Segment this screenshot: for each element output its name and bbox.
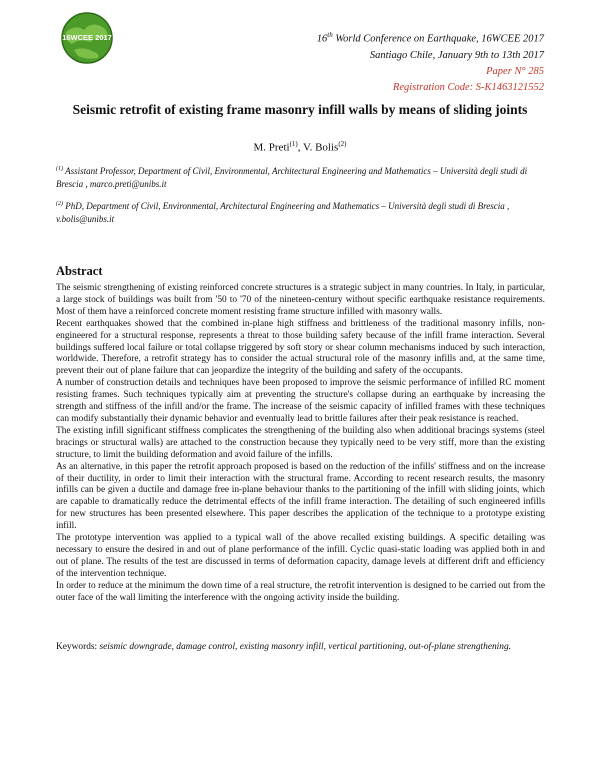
paper-number: Paper N° 285 [486,65,544,77]
abstract-paragraph: The prototype intervention was applied to a typical wall of the above recalled existing buildings. A specific detailing was necessary to ensure the desired in and out of plane performance of the infill. Cyclic quasi-static loading was applied both in and out of plane. The results of the test are discussed in terms of deformation capacity, damage levels at different drift and efficiency of the intervention technique. [56,533,545,579]
abstract-body [56,283,545,604]
author-affiliation-mark: (2) [338,140,347,148]
author-name: V. Bolis [303,141,339,154]
paper-title: Seismic retrofit of existing frame masonry infill walls by means of sliding joints [72,102,528,117]
keywords-label: Keywords: [56,642,100,652]
author-name: M. Preti [253,141,290,154]
conference-header [244,27,544,96]
affiliation-1: $^{(1)}$ Assistant Professor, Department of Civil, Environmental, Architectural Engineering and Mathematics – Università degli studi di Brescia , marco.preti@unibs.it [56,166,528,189]
abstract-paragraph: In order to reduce at the minimum the down time of a real structure, the retrofit intervention is designed to be carried out from the outer face of the wall limiting the interference with the ongoing activity inside the building. [56,580,545,603]
affiliation-2: $^{(2)}$ PhD, Department of Civil, Environmental, Architectural Engineering and Mathematics – Università degli studi di Brescia , v.bolis@unibs.it [56,201,510,224]
author-affiliation-mark: (1) [289,140,298,148]
abstract-paragraph: Recent earthquakes showed that the combined in-plane high stiffness and brittleness of the traditional masonry infills, non-engineered for a structural response, represents a threat to those building safety because of the infill frame interaction. Several buildings suffered local failure or total collapse triggered by soft story or shear column mechanisms induced by such interaction, worldwide. Therefore, a retrofit strategy has to consider the actual structural role of the masonry infills and, at the same time, prevent their out of plane failure that can jeopardize the integrity of the building and safety of the occupants. [56,318,545,377]
author-list: M. Preti$^{(1)}$, V. Bolis$^{(2)}$ [253,140,347,154]
conference-line-2: Santiago Chile, January 9th to 13th 2017 [369,49,544,61]
abstract-paragraph: A number of construction details and techniques have been proposed to improve the seismic performance of infilled RC moment resisting frames. Such techniques typically aim at preventing the structure's collapse during an earthquake by increasing the strength and stiffness of the infill and/or the frame. The increase of the seismic capacity of infilled frames with these techniques can modify substantially their dynamic behavior and eventually lead to brittle failures after their peak resistance is reached. [56,378,545,424]
abstract-paragraph: The seismic strengthening of existing reinforced concrete structures is a strategic subject in many countries. In Italy, in particular, a large stock of buildings was built from '50 to '70 of the nineteen-century without specific earthquake resistance requirements. Most of them have a reinforced concrete moment resisting frame structure infilled with masonry walls. [56,283,545,317]
keywords [56,641,546,653]
logo-text: 16WCEE 2017 [62,33,112,42]
conference-line-1: 16th World Conference on Earthquake, 16WCEE 2017 [316,31,544,45]
abstract-paragraph: As an alternative, in this paper the retrofit approach proposed is based on the reduction of the infills' stiffness and on the increase of their ductility, in order to limit their interaction with the structural frame. According to recent research results, the masonry infills can be given a ductile and damage free in-plane behaviour thanks to the partitioning of the infill with sliding joints, which are capable to dramatically reduce the detrimental effects of the infill frame interaction. The detailing of such engineered infills for new structures has been presented elsewhere. This paper describes the application of the technique to a prototype existing infill. [56,461,545,532]
conference-logo [54,10,120,66]
abstract-paragraph: The existing infill significant stiffness complicates the strengthening of the building also when additional bracings systems (steel bracings or structural walls) are attached to the construction because they typically need to be very stiff, more than the existing structure, to limit the building deformation and avoid failure of the infills. [56,425,545,460]
abstract-heading: Abstract [56,264,103,278]
registration-code: Registration Code: S-K1463121552 [392,81,544,93]
keywords-list: seismic downgrade, damage control, existing masonry infill, vertical partitioning, out-of-plane strengthening. [99,642,511,652]
